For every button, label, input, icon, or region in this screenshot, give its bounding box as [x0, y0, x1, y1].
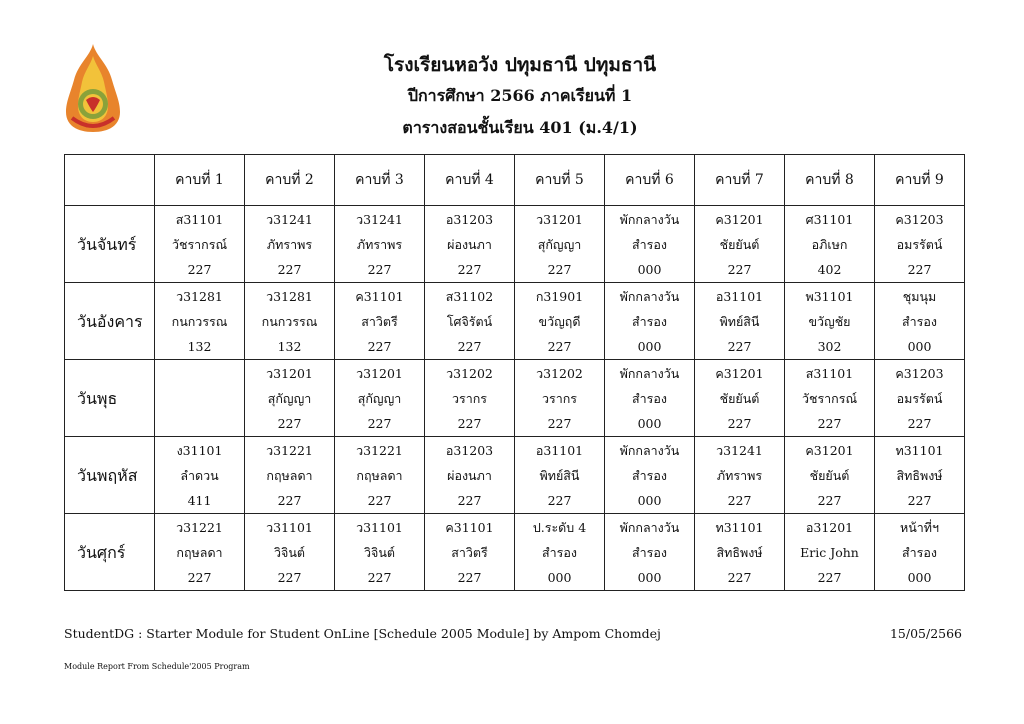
teacher-name: อมรรัตน์ — [896, 390, 943, 406]
schedule-cell — [245, 206, 335, 283]
teacher-name: วิจินต์ — [363, 544, 395, 560]
day-row — [65, 206, 965, 283]
schedule-cell — [245, 514, 335, 591]
room-number: 227 — [817, 415, 842, 431]
room-number: 411 — [187, 492, 212, 508]
room-number: 000 — [637, 261, 662, 277]
period-header: คาบที่ 3 — [335, 155, 425, 206]
subject-code: ง31101 — [176, 442, 223, 458]
room-number: 227 — [277, 415, 302, 431]
schedule-cell — [695, 437, 785, 514]
room-number: 227 — [727, 415, 752, 431]
teacher-name: สำรอง — [902, 313, 937, 329]
subject-code: ว31221 — [176, 519, 223, 535]
room-number: 227 — [547, 338, 572, 354]
room-number: 227 — [187, 261, 212, 277]
teacher-name: ภัทราพร — [716, 467, 763, 483]
room-number: 227 — [457, 338, 482, 354]
subject-code: หน้าที่ฯ — [899, 519, 940, 535]
day-label: วันจันทร์ — [65, 206, 155, 283]
room-number: 402 — [817, 261, 842, 277]
teacher-name: สาวิตรี — [451, 544, 488, 560]
subject-code: อ31201 — [805, 519, 854, 535]
schedule-cell — [155, 437, 245, 514]
schedule-cell — [245, 437, 335, 514]
room-number: 227 — [457, 569, 482, 585]
subject-code: ศ31101 — [805, 211, 854, 227]
teacher-name: Eric John — [800, 544, 859, 560]
room-number: 227 — [457, 415, 482, 431]
teacher-name: โศจิรัตน์ — [446, 313, 493, 329]
room-number: 132 — [277, 338, 302, 354]
subject-code: ส31101 — [175, 211, 224, 227]
period-header: คาบที่ 5 — [515, 155, 605, 206]
room-number: 000 — [907, 569, 932, 585]
teacher-name: ชัยยันต์ — [719, 390, 760, 406]
schedule-cell — [155, 206, 245, 283]
room-number: 227 — [727, 338, 752, 354]
subject-code: ว31201 — [356, 365, 403, 381]
teacher-name: กฤษลดา — [266, 467, 313, 483]
schedule-cell — [875, 437, 965, 514]
room-number: 227 — [727, 261, 752, 277]
subject-code: ท31101 — [715, 519, 764, 535]
subject-code: ค31201 — [805, 442, 854, 458]
subject-code: พ31101 — [805, 288, 854, 304]
teacher-name: สำรอง — [632, 390, 667, 406]
room-number: 000 — [637, 415, 662, 431]
schedule-cell — [425, 437, 515, 514]
day-label: วันอังคาร — [65, 283, 155, 360]
subject-code: ค31201 — [715, 365, 764, 381]
school-name: โรงเรียนหอวัง ปทุมธานี ปทุมธานี — [383, 54, 657, 76]
schedule-cell — [515, 437, 605, 514]
schedule-cell — [785, 514, 875, 591]
period-header: คาบที่ 1 — [155, 155, 245, 206]
room-number: 000 — [637, 492, 662, 508]
subject-code: ว31101 — [266, 519, 313, 535]
subject-code: ว31221 — [356, 442, 403, 458]
subject-code: อ31101 — [715, 288, 764, 304]
day-row — [65, 437, 965, 514]
teacher-name: สำรอง — [542, 544, 577, 560]
room-number: 000 — [637, 338, 662, 354]
teacher-name: สิทธิพงษ์ — [896, 467, 943, 483]
room-number: 227 — [547, 261, 572, 277]
schedule-cell — [515, 360, 605, 437]
teacher-name: วิจินต์ — [273, 544, 305, 560]
period-header: คาบที่ 7 — [695, 155, 785, 206]
room-number: 227 — [547, 415, 572, 431]
subject-code: พักกลางวัน — [619, 211, 680, 227]
teacher-name: วัชรากรณ์ — [801, 390, 858, 406]
room-number: 227 — [547, 492, 572, 508]
schedule-cell — [875, 283, 965, 360]
teacher-name: สุกัญญา — [267, 390, 312, 406]
teacher-name: ขวัญชัย — [808, 313, 851, 329]
schedule-cell — [695, 283, 785, 360]
schedule-cell — [245, 360, 335, 437]
subject-code: ก31901 — [535, 288, 584, 304]
schedule-cell — [605, 514, 695, 591]
schedule-cell — [605, 437, 695, 514]
schedule-cell — [335, 206, 425, 283]
teacher-name: กนกวรรณ — [171, 313, 228, 329]
teacher-name: สำรอง — [632, 467, 667, 483]
teacher-name: ชัยยันต์ — [719, 236, 760, 252]
subject-code: อ31203 — [445, 211, 494, 227]
subject-code: ว31202 — [446, 365, 493, 381]
teacher-name: สำรอง — [632, 313, 667, 329]
subject-code: ท31101 — [895, 442, 944, 458]
schedule-cell — [425, 206, 515, 283]
subject-code: ค31101 — [355, 288, 404, 304]
room-number: 227 — [817, 492, 842, 508]
subject-code: ว31241 — [356, 211, 403, 227]
subject-code: ว31201 — [536, 211, 583, 227]
day-label: วันศุกร์ — [65, 514, 155, 591]
teacher-name: ขวัญฤดี — [538, 313, 581, 329]
room-number: 227 — [367, 338, 392, 354]
teacher-name: สุกัญญา — [357, 390, 402, 406]
teacher-name: สำรอง — [632, 236, 667, 252]
room-number: 227 — [907, 261, 932, 277]
subject-code: ค31203 — [895, 365, 944, 381]
room-number: 227 — [277, 569, 302, 585]
room-number: 227 — [367, 569, 392, 585]
subject-code: ส31101 — [805, 365, 854, 381]
subject-code: อ31101 — [535, 442, 584, 458]
schedule-cell — [875, 206, 965, 283]
schedule-cell — [785, 437, 875, 514]
school-seal-logo — [60, 42, 126, 134]
teacher-name: สาวิตรี — [361, 313, 398, 329]
teacher-name: สุกัญญา — [537, 236, 582, 252]
schedule-cell — [875, 514, 965, 591]
teacher-name: ชัยยันต์ — [809, 467, 850, 483]
schedule-cell — [155, 514, 245, 591]
subject-code: อ31203 — [445, 442, 494, 458]
room-number: 000 — [637, 569, 662, 585]
schedule-cell — [425, 283, 515, 360]
subject-code: ว31221 — [266, 442, 313, 458]
period-header: คาบที่ 4 — [425, 155, 515, 206]
subject-code: ค31201 — [715, 211, 764, 227]
period-header: คาบที่ 8 — [785, 155, 875, 206]
schedule-cell — [335, 437, 425, 514]
period-header: คาบที่ 6 — [605, 155, 695, 206]
day-row — [65, 360, 965, 437]
teacher-name: กฤษลดา — [176, 544, 223, 560]
schedule-cell — [245, 283, 335, 360]
room-number: 000 — [547, 569, 572, 585]
subject-code: ว31201 — [266, 365, 313, 381]
subject-code: ส31102 — [445, 288, 494, 304]
corner-cell — [65, 155, 155, 206]
schedule-cell — [605, 283, 695, 360]
teacher-name: สิทธิพงษ์ — [716, 544, 763, 560]
room-number: 227 — [367, 261, 392, 277]
period-header-row — [65, 155, 965, 206]
room-number: 227 — [457, 492, 482, 508]
teacher-name: วัชรากรณ์ — [171, 236, 228, 252]
subject-code: พักกลางวัน — [619, 288, 680, 304]
teacher-name: อภิเษก — [811, 236, 848, 252]
room-number: 302 — [817, 338, 842, 354]
schedule-cell — [605, 360, 695, 437]
teacher-name: ผ่องนภา — [447, 467, 492, 483]
schedule-cell — [785, 360, 875, 437]
class-title: ตารางสอนชั้นเรียน 401 (ม.4/1) — [402, 118, 638, 137]
room-number: 227 — [277, 492, 302, 508]
subject-code: พักกลางวัน — [619, 365, 680, 381]
day-row — [65, 283, 965, 360]
schedule-cell — [335, 283, 425, 360]
footer-note: Module Report From Schedule'2005 Program — [64, 662, 250, 671]
schedule-cell — [515, 283, 605, 360]
subject-code: ว31101 — [356, 519, 403, 535]
teacher-name: อมรรัตน์ — [896, 236, 943, 252]
schedule-cell — [785, 283, 875, 360]
period-header: คาบที่ 9 — [875, 155, 965, 206]
day-label: วันพฤหัส — [65, 437, 155, 514]
teacher-name: ภัทราพร — [356, 236, 403, 252]
schedule-cell — [785, 206, 875, 283]
day-label: วันพุธ — [65, 360, 155, 437]
schedule-cell — [425, 360, 515, 437]
schedule-cell — [515, 206, 605, 283]
teacher-name: ลำดวน — [180, 467, 219, 483]
subject-code: พักกลางวัน — [619, 442, 680, 458]
subject-code: ชุมนุม — [902, 288, 937, 304]
schedule-cell — [425, 514, 515, 591]
schedule-cell — [695, 206, 785, 283]
room-number: 227 — [457, 261, 482, 277]
teacher-name: ภัทราพร — [266, 236, 313, 252]
teacher-name: พิทย์สินี — [539, 467, 580, 483]
subject-code: พักกลางวัน — [619, 519, 680, 535]
teacher-name: กนกวรรณ — [261, 313, 318, 329]
room-number: 227 — [367, 492, 392, 508]
subject-code: ว31281 — [176, 288, 223, 304]
room-number: 227 — [817, 569, 842, 585]
footer-credit: StudentDG : Starter Module for Student OnLine [Schedule 2005 Module] by Ampom Chomdej — [64, 626, 661, 641]
teacher-name: วรากร — [541, 390, 578, 406]
subject-code: ว31241 — [716, 442, 763, 458]
schedule-cell — [605, 206, 695, 283]
teacher-name: สำรอง — [632, 544, 667, 560]
day-row — [65, 514, 965, 591]
teacher-name: วรากร — [451, 390, 488, 406]
teacher-name: สำรอง — [902, 544, 937, 560]
room-number: 227 — [277, 261, 302, 277]
room-number: 227 — [907, 415, 932, 431]
room-number: 227 — [727, 492, 752, 508]
teacher-name: ผ่องนภา — [447, 236, 492, 252]
schedule-cell — [155, 360, 245, 437]
room-number: 227 — [367, 415, 392, 431]
room-number: 227 — [907, 492, 932, 508]
subject-code: ป.ระดับ 4 — [532, 519, 587, 535]
room-number: 000 — [907, 338, 932, 354]
schedule-cell — [515, 514, 605, 591]
schedule-cell — [695, 360, 785, 437]
subject-code: ว31241 — [266, 211, 313, 227]
report-date: 15/05/2566 — [889, 626, 962, 641]
subject-code: ค31203 — [895, 211, 944, 227]
teacher-name: พิทย์สินี — [719, 313, 760, 329]
subject-code: ว31281 — [266, 288, 313, 304]
room-number: 132 — [187, 338, 212, 354]
period-header: คาบที่ 2 — [245, 155, 335, 206]
room-number: 227 — [187, 569, 212, 585]
subject-code: ค31101 — [445, 519, 494, 535]
teacher-name: กฤษลดา — [356, 467, 403, 483]
room-number: 227 — [727, 569, 752, 585]
schedule-cell — [695, 514, 785, 591]
schedule-cell — [875, 360, 965, 437]
term-title: ปีการศึกษา 2566 ภาคเรียนที่ 1 — [407, 86, 633, 105]
schedule-cell — [335, 360, 425, 437]
schedule-cell — [335, 514, 425, 591]
subject-code: ว31202 — [536, 365, 583, 381]
timetable — [64, 154, 965, 591]
schedule-cell — [155, 283, 245, 360]
